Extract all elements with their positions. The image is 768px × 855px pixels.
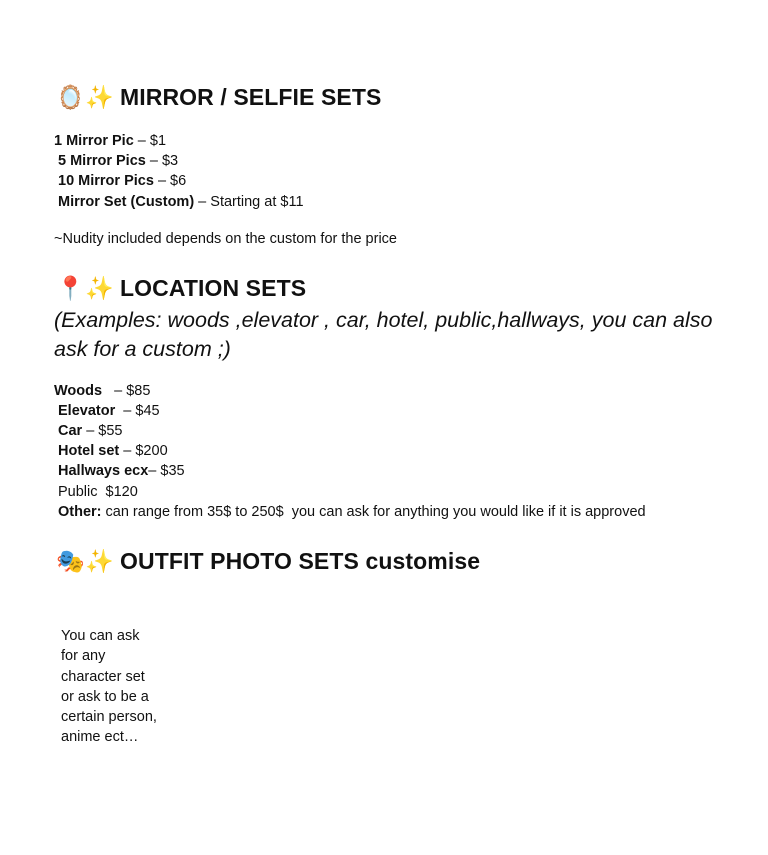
- item-name: 1 Mirror Pic: [54, 133, 134, 149]
- list-item: [58, 482, 138, 502]
- list-item: [58, 502, 646, 522]
- item-price: – $85: [102, 383, 151, 399]
- item-price: – $35: [148, 463, 185, 479]
- item-price: – $3: [145, 153, 179, 169]
- item-name: Mirror Set (Custom): [58, 194, 195, 210]
- item-name: 5 Mirror Pics: [58, 153, 146, 169]
- item-price: – $6: [153, 173, 187, 189]
- item-price: can range from 35$ to 250$ you can ask for anything you would like if it is approved: [101, 504, 646, 520]
- outfit-section-heading: [56, 548, 480, 575]
- item-name: Woods: [54, 383, 103, 399]
- list-item: [58, 192, 304, 212]
- location-section-title: LOCATION SETS: [120, 275, 307, 301]
- description-line: anime ect…: [61, 729, 139, 746]
- pin-icon: 📍: [56, 276, 85, 302]
- sparkles-icon: ✨: [85, 276, 114, 302]
- description-line: for any: [61, 648, 106, 665]
- list-item: [58, 441, 168, 461]
- list-item: [58, 421, 123, 441]
- theater-masks-icon: 🎭: [56, 549, 85, 575]
- description-line: character set: [61, 668, 145, 685]
- item-price: Public $120: [58, 484, 138, 500]
- list-item: [54, 381, 150, 401]
- item-name: Other:: [58, 504, 102, 520]
- mirror-section-heading: [56, 84, 381, 111]
- item-price: – $1: [133, 133, 167, 149]
- item-price: – $55: [82, 423, 123, 439]
- item-price: – $45: [115, 403, 160, 419]
- item-name: Hotel set: [58, 443, 120, 459]
- item-name: Car: [58, 423, 83, 439]
- list-item: [58, 401, 160, 421]
- outfit-description: [61, 626, 157, 748]
- sparkles-icon: ✨: [85, 85, 114, 111]
- list-item: [54, 131, 166, 151]
- location-examples: (Examples: woods ,elevator , car, hotel, public,hallways, you can also ask for a custom ;): [54, 308, 713, 361]
- item-name: 10 Mirror Pics: [58, 173, 154, 189]
- list-item: [58, 151, 178, 171]
- mirror-note: ~Nudity included depends on the custom for the price: [54, 231, 397, 247]
- item-price: – $200: [119, 443, 168, 459]
- location-section-heading: [56, 275, 306, 302]
- sparkles-icon: ✨: [85, 549, 114, 575]
- mirror-icon: 🪞: [56, 85, 85, 111]
- list-item: [58, 171, 186, 191]
- description-line: You can ask: [61, 628, 140, 644]
- item-name: Elevator: [58, 403, 116, 419]
- item-name: Hallways ecx: [58, 463, 149, 479]
- description-line: or ask to be a: [61, 688, 149, 705]
- item-price: – Starting at $11: [194, 194, 304, 210]
- list-item: [58, 461, 185, 481]
- outfit-section-title: OUTFIT PHOTO SETS customise: [120, 548, 481, 574]
- mirror-section-title: MIRROR / SELFIE SETS: [120, 84, 382, 110]
- description-line: certain person,: [61, 709, 157, 726]
